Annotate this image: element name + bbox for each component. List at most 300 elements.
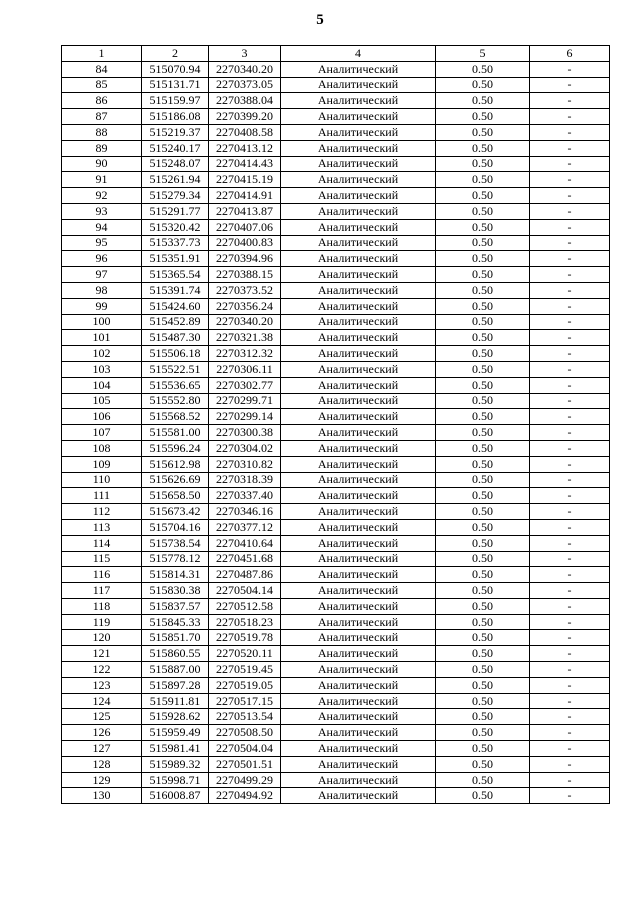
y-coordinate-cell: 2270408.58 <box>209 124 281 140</box>
note-cell: - <box>530 409 610 425</box>
accuracy-cell: 0.50 <box>436 298 530 314</box>
point-number-cell: 130 <box>62 788 142 804</box>
accuracy-cell: 0.50 <box>436 393 530 409</box>
note-cell: - <box>530 614 610 630</box>
note-cell: - <box>530 677 610 693</box>
table-row <box>62 440 610 456</box>
accuracy-cell: 0.50 <box>436 662 530 678</box>
note-cell: - <box>530 425 610 441</box>
accuracy-cell: 0.50 <box>436 535 530 551</box>
y-coordinate-cell: 2270312.32 <box>209 346 281 362</box>
x-coordinate-cell: 515626.69 <box>142 472 209 488</box>
accuracy-cell: 0.50 <box>436 172 530 188</box>
method-cell: Аналитический <box>281 393 436 409</box>
y-coordinate-cell: 2270310.82 <box>209 456 281 472</box>
x-coordinate-cell: 515506.18 <box>142 346 209 362</box>
table-row <box>62 251 610 267</box>
table-row <box>62 425 610 441</box>
column-header-6: 6 <box>530 46 610 62</box>
x-coordinate-cell: 515159.97 <box>142 93 209 109</box>
x-coordinate-cell: 515424.60 <box>142 298 209 314</box>
method-cell: Аналитический <box>281 361 436 377</box>
x-coordinate-cell: 515279.34 <box>142 188 209 204</box>
note-cell: - <box>530 251 610 267</box>
method-cell: Аналитический <box>281 756 436 772</box>
method-cell: Аналитический <box>281 109 436 125</box>
note-cell: - <box>530 725 610 741</box>
column-header-1: 1 <box>62 46 142 62</box>
accuracy-cell: 0.50 <box>436 677 530 693</box>
y-coordinate-cell: 2270494.92 <box>209 788 281 804</box>
note-cell: - <box>530 235 610 251</box>
accuracy-cell: 0.50 <box>436 519 530 535</box>
table-body <box>62 61 610 803</box>
point-number-cell: 116 <box>62 567 142 583</box>
table-row <box>62 488 610 504</box>
method-cell: Аналитический <box>281 156 436 172</box>
method-cell: Аналитический <box>281 188 436 204</box>
table-row <box>62 646 610 662</box>
y-coordinate-cell: 2270504.14 <box>209 583 281 599</box>
note-cell: - <box>530 504 610 520</box>
accuracy-cell: 0.50 <box>436 282 530 298</box>
table-row <box>62 756 610 772</box>
method-cell: Аналитический <box>281 741 436 757</box>
accuracy-cell: 0.50 <box>436 61 530 77</box>
point-number-cell: 98 <box>62 282 142 298</box>
point-number-cell: 100 <box>62 314 142 330</box>
table-row <box>62 377 610 393</box>
note-cell: - <box>530 519 610 535</box>
accuracy-cell: 0.50 <box>436 741 530 757</box>
point-number-cell: 119 <box>62 614 142 630</box>
accuracy-cell: 0.50 <box>436 472 530 488</box>
accuracy-cell: 0.50 <box>436 267 530 283</box>
table-row <box>62 77 610 93</box>
y-coordinate-cell: 2270414.91 <box>209 188 281 204</box>
x-coordinate-cell: 515814.31 <box>142 567 209 583</box>
method-cell: Аналитический <box>281 598 436 614</box>
method-cell: Аналитический <box>281 772 436 788</box>
method-cell: Аналитический <box>281 630 436 646</box>
accuracy-cell: 0.50 <box>436 219 530 235</box>
table-row <box>62 298 610 314</box>
method-cell: Аналитический <box>281 93 436 109</box>
note-cell: - <box>530 77 610 93</box>
x-coordinate-cell: 515219.37 <box>142 124 209 140</box>
table-row <box>62 109 610 125</box>
page-number: 5 <box>316 12 324 28</box>
accuracy-cell: 0.50 <box>436 788 530 804</box>
table-row <box>62 361 610 377</box>
table-row <box>62 504 610 520</box>
x-coordinate-cell: 515552.80 <box>142 393 209 409</box>
accuracy-cell: 0.50 <box>436 251 530 267</box>
note-cell: - <box>530 298 610 314</box>
table-row <box>62 567 610 583</box>
x-coordinate-cell: 515658.50 <box>142 488 209 504</box>
method-cell: Аналитический <box>281 77 436 93</box>
method-cell: Аналитический <box>281 203 436 219</box>
accuracy-cell: 0.50 <box>436 598 530 614</box>
note-cell: - <box>530 456 610 472</box>
y-coordinate-cell: 2270318.39 <box>209 472 281 488</box>
method-cell: Аналитический <box>281 662 436 678</box>
x-coordinate-cell: 515738.54 <box>142 535 209 551</box>
method-cell: Аналитический <box>281 725 436 741</box>
method-cell: Аналитический <box>281 346 436 362</box>
x-coordinate-cell: 515851.70 <box>142 630 209 646</box>
note-cell: - <box>530 219 610 235</box>
point-number-cell: 93 <box>62 203 142 219</box>
accuracy-cell: 0.50 <box>436 77 530 93</box>
x-coordinate-cell: 515989.32 <box>142 756 209 772</box>
y-coordinate-cell: 2270321.38 <box>209 330 281 346</box>
table-row <box>62 346 610 362</box>
point-number-cell: 91 <box>62 172 142 188</box>
point-number-cell: 124 <box>62 693 142 709</box>
method-cell: Аналитический <box>281 504 436 520</box>
y-coordinate-cell: 2270299.14 <box>209 409 281 425</box>
accuracy-cell: 0.50 <box>436 203 530 219</box>
x-coordinate-cell: 515959.49 <box>142 725 209 741</box>
table-row <box>62 124 610 140</box>
point-number-cell: 110 <box>62 472 142 488</box>
y-coordinate-cell: 2270377.12 <box>209 519 281 535</box>
point-number-cell: 127 <box>62 741 142 757</box>
x-coordinate-cell: 515391.74 <box>142 282 209 298</box>
x-coordinate-cell: 515320.42 <box>142 219 209 235</box>
table-row <box>62 693 610 709</box>
point-number-cell: 129 <box>62 772 142 788</box>
y-coordinate-cell: 2270356.24 <box>209 298 281 314</box>
point-number-cell: 86 <box>62 93 142 109</box>
y-coordinate-cell: 2270304.02 <box>209 440 281 456</box>
x-coordinate-cell: 515928.62 <box>142 709 209 725</box>
table-row <box>62 677 610 693</box>
note-cell: - <box>530 361 610 377</box>
note-cell: - <box>530 756 610 772</box>
y-coordinate-cell: 2270501.51 <box>209 756 281 772</box>
accuracy-cell: 0.50 <box>436 630 530 646</box>
method-cell: Аналитический <box>281 472 436 488</box>
point-number-cell: 111 <box>62 488 142 504</box>
accuracy-cell: 0.50 <box>436 709 530 725</box>
method-cell: Аналитический <box>281 377 436 393</box>
column-header-5: 5 <box>436 46 530 62</box>
x-coordinate-cell: 515291.77 <box>142 203 209 219</box>
note-cell: - <box>530 598 610 614</box>
note-cell: - <box>530 583 610 599</box>
method-cell: Аналитический <box>281 298 436 314</box>
point-number-cell: 122 <box>62 662 142 678</box>
method-cell: Аналитический <box>281 267 436 283</box>
x-coordinate-cell: 515337.73 <box>142 235 209 251</box>
note-cell: - <box>530 393 610 409</box>
x-coordinate-cell: 515612.98 <box>142 456 209 472</box>
method-cell: Аналитический <box>281 614 436 630</box>
y-coordinate-cell: 2270504.04 <box>209 741 281 757</box>
x-coordinate-cell: 515365.54 <box>142 267 209 283</box>
x-coordinate-cell: 515981.41 <box>142 741 209 757</box>
point-number-cell: 109 <box>62 456 142 472</box>
y-coordinate-cell: 2270399.20 <box>209 109 281 125</box>
note-cell: - <box>530 109 610 125</box>
y-coordinate-cell: 2270373.05 <box>209 77 281 93</box>
x-coordinate-cell: 515186.08 <box>142 109 209 125</box>
x-coordinate-cell: 515536.65 <box>142 377 209 393</box>
accuracy-cell: 0.50 <box>436 361 530 377</box>
y-coordinate-cell: 2270306.11 <box>209 361 281 377</box>
y-coordinate-cell: 2270410.64 <box>209 535 281 551</box>
accuracy-cell: 0.50 <box>436 756 530 772</box>
y-coordinate-cell: 2270346.16 <box>209 504 281 520</box>
accuracy-cell: 0.50 <box>436 551 530 567</box>
table-row <box>62 772 610 788</box>
table-row <box>62 662 610 678</box>
note-cell: - <box>530 693 610 709</box>
x-coordinate-cell: 515596.24 <box>142 440 209 456</box>
method-cell: Аналитический <box>281 677 436 693</box>
y-coordinate-cell: 2270499.29 <box>209 772 281 788</box>
table-row <box>62 409 610 425</box>
point-number-cell: 99 <box>62 298 142 314</box>
method-cell: Аналитический <box>281 709 436 725</box>
table-row <box>62 519 610 535</box>
x-coordinate-cell: 515240.17 <box>142 140 209 156</box>
method-cell: Аналитический <box>281 693 436 709</box>
point-number-cell: 106 <box>62 409 142 425</box>
method-cell: Аналитический <box>281 519 436 535</box>
accuracy-cell: 0.50 <box>436 124 530 140</box>
point-number-cell: 84 <box>62 61 142 77</box>
point-number-cell: 95 <box>62 235 142 251</box>
accuracy-cell: 0.50 <box>436 93 530 109</box>
point-number-cell: 114 <box>62 535 142 551</box>
point-number-cell: 125 <box>62 709 142 725</box>
method-cell: Аналитический <box>281 788 436 804</box>
note-cell: - <box>530 788 610 804</box>
x-coordinate-cell: 515131.71 <box>142 77 209 93</box>
accuracy-cell: 0.50 <box>436 456 530 472</box>
table-row <box>62 583 610 599</box>
note-cell: - <box>530 156 610 172</box>
point-number-cell: 128 <box>62 756 142 772</box>
accuracy-cell: 0.50 <box>436 614 530 630</box>
y-coordinate-cell: 2270337.40 <box>209 488 281 504</box>
table-row <box>62 393 610 409</box>
accuracy-cell: 0.50 <box>436 504 530 520</box>
method-cell: Аналитический <box>281 567 436 583</box>
x-coordinate-cell: 515487.30 <box>142 330 209 346</box>
method-cell: Аналитический <box>281 440 436 456</box>
y-coordinate-cell: 2270413.87 <box>209 203 281 219</box>
table-row <box>62 598 610 614</box>
table-row <box>62 314 610 330</box>
method-cell: Аналитический <box>281 235 436 251</box>
accuracy-cell: 0.50 <box>436 235 530 251</box>
note-cell: - <box>530 377 610 393</box>
y-coordinate-cell: 2270508.50 <box>209 725 281 741</box>
x-coordinate-cell: 515452.89 <box>142 314 209 330</box>
accuracy-cell: 0.50 <box>436 188 530 204</box>
accuracy-cell: 0.50 <box>436 409 530 425</box>
table-row <box>62 188 610 204</box>
table-row <box>62 282 610 298</box>
table-row <box>62 93 610 109</box>
method-cell: Аналитический <box>281 488 436 504</box>
table-row <box>62 203 610 219</box>
note-cell: - <box>530 741 610 757</box>
y-coordinate-cell: 2270388.15 <box>209 267 281 283</box>
note-cell: - <box>530 346 610 362</box>
y-coordinate-cell: 2270300.38 <box>209 425 281 441</box>
note-cell: - <box>530 172 610 188</box>
x-coordinate-cell: 516008.87 <box>142 788 209 804</box>
accuracy-cell: 0.50 <box>436 156 530 172</box>
table-row <box>62 140 610 156</box>
x-coordinate-cell: 515261.94 <box>142 172 209 188</box>
accuracy-cell: 0.50 <box>436 314 530 330</box>
point-number-cell: 115 <box>62 551 142 567</box>
x-coordinate-cell: 515070.94 <box>142 61 209 77</box>
y-coordinate-cell: 2270340.20 <box>209 314 281 330</box>
point-number-cell: 90 <box>62 156 142 172</box>
note-cell: - <box>530 314 610 330</box>
accuracy-cell: 0.50 <box>436 583 530 599</box>
table-row <box>62 725 610 741</box>
point-number-cell: 120 <box>62 630 142 646</box>
y-coordinate-cell: 2270400.83 <box>209 235 281 251</box>
method-cell: Аналитический <box>281 583 436 599</box>
y-coordinate-cell: 2270512.58 <box>209 598 281 614</box>
point-number-cell: 104 <box>62 377 142 393</box>
header-row <box>62 46 610 62</box>
table-row <box>62 741 610 757</box>
method-cell: Аналитический <box>281 219 436 235</box>
point-number-cell: 89 <box>62 140 142 156</box>
note-cell: - <box>530 567 610 583</box>
y-coordinate-cell: 2270513.54 <box>209 709 281 725</box>
method-cell: Аналитический <box>281 282 436 298</box>
method-cell: Аналитический <box>281 172 436 188</box>
column-header-4: 4 <box>281 46 436 62</box>
point-number-cell: 118 <box>62 598 142 614</box>
column-header-3: 3 <box>209 46 281 62</box>
y-coordinate-cell: 2270394.96 <box>209 251 281 267</box>
x-coordinate-cell: 515581.00 <box>142 425 209 441</box>
note-cell: - <box>530 630 610 646</box>
x-coordinate-cell: 515248.07 <box>142 156 209 172</box>
y-coordinate-cell: 2270520.11 <box>209 646 281 662</box>
accuracy-cell: 0.50 <box>436 693 530 709</box>
accuracy-cell: 0.50 <box>436 646 530 662</box>
table-row <box>62 219 610 235</box>
point-number-cell: 87 <box>62 109 142 125</box>
note-cell: - <box>530 772 610 788</box>
accuracy-cell: 0.50 <box>436 725 530 741</box>
point-number-cell: 97 <box>62 267 142 283</box>
y-coordinate-cell: 2270518.23 <box>209 614 281 630</box>
table-row <box>62 630 610 646</box>
y-coordinate-cell: 2270519.05 <box>209 677 281 693</box>
y-coordinate-cell: 2270373.52 <box>209 282 281 298</box>
point-number-cell: 85 <box>62 77 142 93</box>
method-cell: Аналитический <box>281 314 436 330</box>
note-cell: - <box>530 551 610 567</box>
point-number-cell: 112 <box>62 504 142 520</box>
point-number-cell: 96 <box>62 251 142 267</box>
x-coordinate-cell: 515998.71 <box>142 772 209 788</box>
table-row <box>62 614 610 630</box>
y-coordinate-cell: 2270299.71 <box>209 393 281 409</box>
note-cell: - <box>530 440 610 456</box>
x-coordinate-cell: 515568.52 <box>142 409 209 425</box>
y-coordinate-cell: 2270451.68 <box>209 551 281 567</box>
accuracy-cell: 0.50 <box>436 425 530 441</box>
accuracy-cell: 0.50 <box>436 330 530 346</box>
y-coordinate-cell: 2270340.20 <box>209 61 281 77</box>
y-coordinate-cell: 2270517.15 <box>209 693 281 709</box>
x-coordinate-cell: 515860.55 <box>142 646 209 662</box>
point-number-cell: 123 <box>62 677 142 693</box>
point-number-cell: 88 <box>62 124 142 140</box>
point-number-cell: 117 <box>62 583 142 599</box>
point-number-cell: 113 <box>62 519 142 535</box>
table-row <box>62 709 610 725</box>
table-row <box>62 456 610 472</box>
note-cell: - <box>530 188 610 204</box>
method-cell: Аналитический <box>281 330 436 346</box>
y-coordinate-cell: 2270519.45 <box>209 662 281 678</box>
y-coordinate-cell: 2270487.86 <box>209 567 281 583</box>
note-cell: - <box>530 330 610 346</box>
x-coordinate-cell: 515673.42 <box>142 504 209 520</box>
point-number-cell: 126 <box>62 725 142 741</box>
y-coordinate-cell: 2270414.43 <box>209 156 281 172</box>
note-cell: - <box>530 203 610 219</box>
x-coordinate-cell: 515830.38 <box>142 583 209 599</box>
table-row <box>62 551 610 567</box>
note-cell: - <box>530 267 610 283</box>
method-cell: Аналитический <box>281 456 436 472</box>
y-coordinate-cell: 2270519.78 <box>209 630 281 646</box>
y-coordinate-cell: 2270415.19 <box>209 172 281 188</box>
accuracy-cell: 0.50 <box>436 140 530 156</box>
accuracy-cell: 0.50 <box>436 440 530 456</box>
x-coordinate-cell: 515887.00 <box>142 662 209 678</box>
accuracy-cell: 0.50 <box>436 346 530 362</box>
note-cell: - <box>530 535 610 551</box>
y-coordinate-cell: 2270413.12 <box>209 140 281 156</box>
x-coordinate-cell: 515845.33 <box>142 614 209 630</box>
y-coordinate-cell: 2270388.04 <box>209 93 281 109</box>
note-cell: - <box>530 488 610 504</box>
note-cell: - <box>530 93 610 109</box>
point-number-cell: 121 <box>62 646 142 662</box>
y-coordinate-cell: 2270302.77 <box>209 377 281 393</box>
table-row <box>62 156 610 172</box>
accuracy-cell: 0.50 <box>436 488 530 504</box>
note-cell: - <box>530 646 610 662</box>
column-header-2: 2 <box>142 46 209 62</box>
table-row <box>62 472 610 488</box>
x-coordinate-cell: 515351.91 <box>142 251 209 267</box>
table-row <box>62 330 610 346</box>
x-coordinate-cell: 515778.12 <box>142 551 209 567</box>
accuracy-cell: 0.50 <box>436 567 530 583</box>
method-cell: Аналитический <box>281 140 436 156</box>
